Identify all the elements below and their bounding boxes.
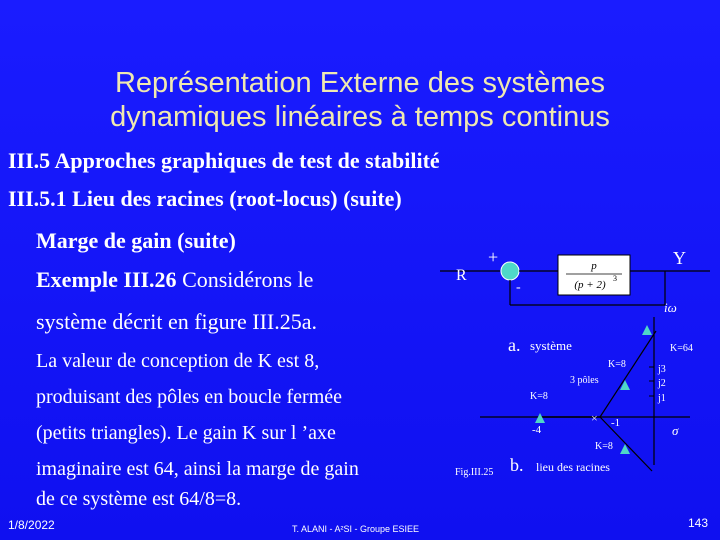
root-locus-figure xyxy=(440,235,720,485)
paragraph-line-1: La valeur de conception de K est 8, xyxy=(36,350,320,372)
label-j3: j3 xyxy=(658,364,666,375)
footer-author: T. ALANI - A²SI - Groupe ESIEE xyxy=(292,524,420,534)
pole-marker-real xyxy=(535,413,545,423)
output-label: Y xyxy=(673,248,686,268)
label-j1: j1 xyxy=(658,393,666,404)
label-3-poles: 3 pôles xyxy=(570,375,599,386)
label-k8-left: K=8 xyxy=(530,391,548,402)
paragraph-line-4: imaginaire est 64, ainsi la marge de gain xyxy=(36,458,359,480)
title-line-1: Représentation Externe des systèmes xyxy=(114,67,606,99)
subsection-heading: III.5.1 Lieu des racines (root-locus) (suite) xyxy=(8,186,402,211)
example-label: Exemple III.26 xyxy=(36,267,177,292)
label-j2: j2 xyxy=(658,378,666,389)
imag-axis-label: iω xyxy=(664,300,677,315)
label-minus-4: -4 xyxy=(532,424,542,436)
tf-exponent: 3 xyxy=(613,274,617,283)
example-line-2: système décrit en figure III.25a. xyxy=(36,309,317,334)
caption-b-text: lieu des racines xyxy=(536,460,610,474)
pole-marker-lower xyxy=(620,444,630,454)
caption-b-letter: b. xyxy=(510,455,524,475)
minus-sign: - xyxy=(516,280,521,295)
root-locus-plot xyxy=(480,300,693,471)
label-k8-bottom: K=8 xyxy=(595,441,613,452)
input-label: R xyxy=(456,267,467,284)
title-line-2: dynamiques linéaires à temps continus xyxy=(110,101,610,133)
summing-junction xyxy=(501,262,519,280)
locus-branch-upper xyxy=(600,331,656,417)
paragraph-line-2: produisant des pôles en boucle fermée xyxy=(36,386,343,408)
plus-sign: + xyxy=(488,247,499,267)
caption-a-text: système xyxy=(530,338,572,353)
label-k8-top: K=8 xyxy=(608,359,626,370)
block-diagram xyxy=(440,247,710,305)
caption-a-letter: a. xyxy=(508,335,521,355)
real-axis-label: σ xyxy=(672,423,679,438)
paragraph-line-5: de ce système est 64/8=8. xyxy=(36,488,242,510)
section-heading: III.5 Approches graphiques de test de stabilité xyxy=(8,148,440,173)
triple-pole-x: × xyxy=(591,411,598,425)
figure-caption: Fig.III.25 xyxy=(455,467,494,478)
footer-date: 1/8/2022 xyxy=(8,518,55,532)
page-number: 143 xyxy=(688,516,709,530)
pole-marker-k64 xyxy=(642,325,652,335)
label-minus-1: -1 xyxy=(611,417,621,429)
label-k64: K=64 xyxy=(670,343,693,354)
slide-title xyxy=(0,66,720,134)
example-text: Considérons le xyxy=(176,267,314,292)
paragraph-line-3: (petits triangles). Le gain K sur l ’axe xyxy=(36,422,336,444)
tf-numerator: p xyxy=(591,260,597,272)
example-line-1 xyxy=(36,267,313,293)
tf-denominator: (p + 2) xyxy=(574,279,606,291)
margin-heading: Marge de gain (suite) xyxy=(36,228,236,253)
